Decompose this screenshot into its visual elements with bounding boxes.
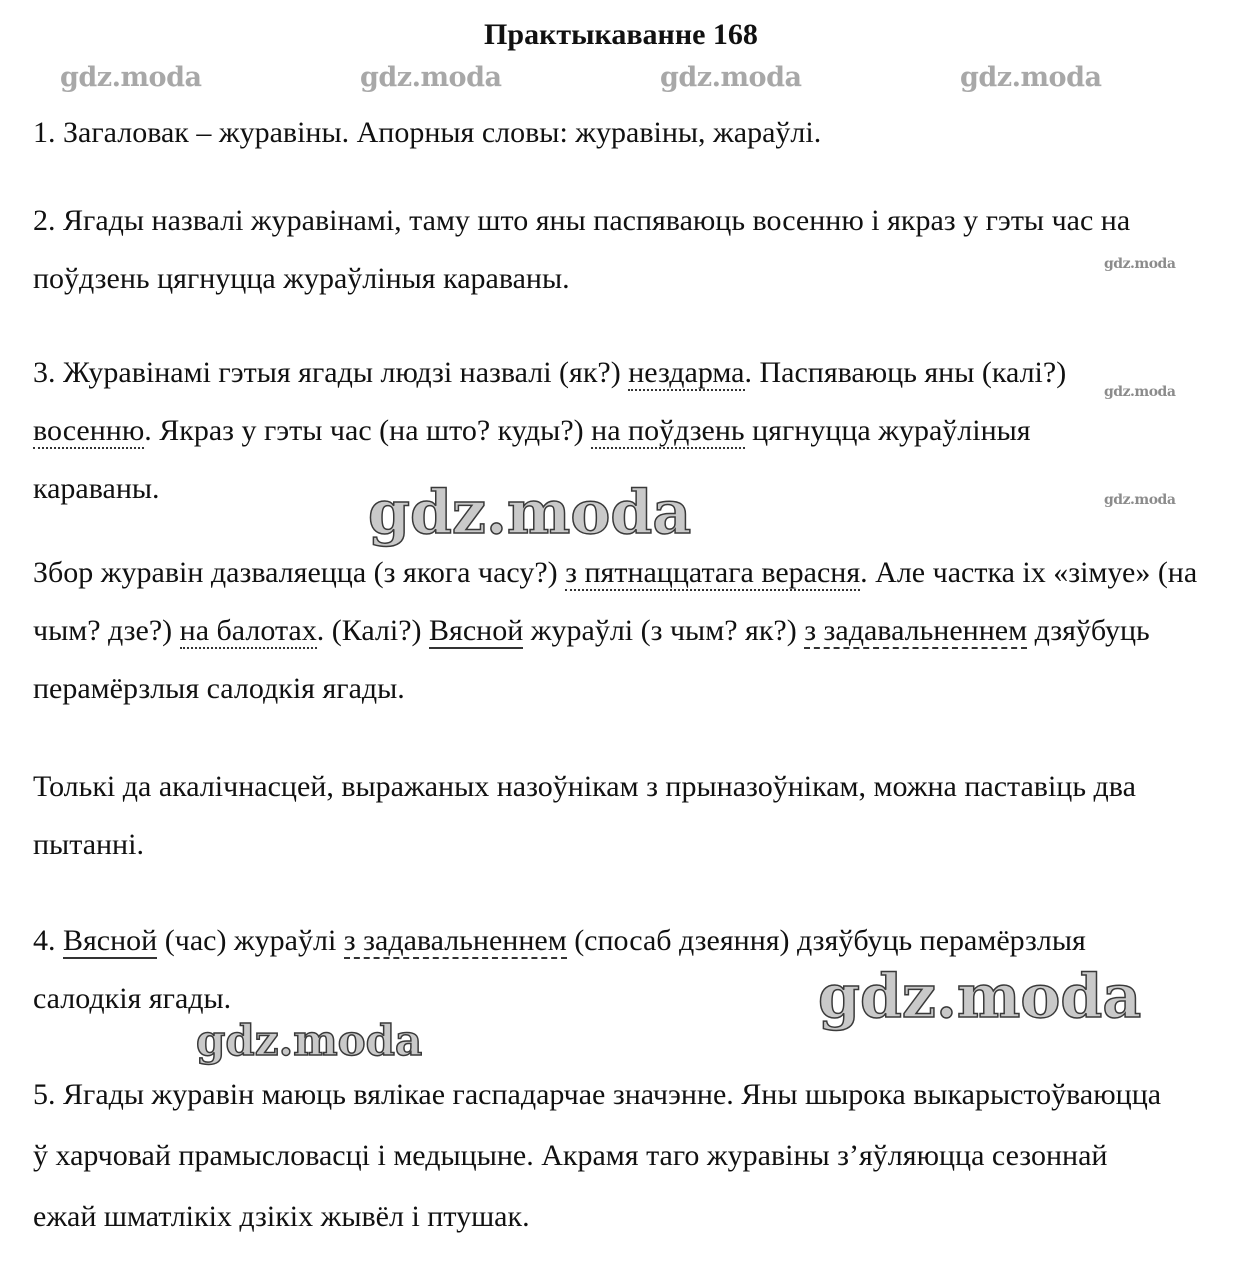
text: дзяўбуць перамёрзлыя салодкія ягады.	[33, 614, 1150, 705]
watermark: gdz.moda	[1104, 492, 1176, 508]
watermark: gdz.moda	[368, 478, 692, 548]
adverbial-underlined: на поўдзень	[591, 414, 745, 447]
text: 3. Журавінамі гэтыя ягады людзі назвалі (як?)	[33, 356, 629, 389]
adverbial-underlined: нездарма	[628, 356, 745, 389]
paragraph-5: Толькі да акалічнасцей, выражаных назоўнікам з прыназоўнікам, можна паставіць два пытанні.	[33, 770, 1136, 861]
watermark: gdz.moda	[60, 62, 202, 93]
watermark: gdz.moda	[196, 1016, 423, 1065]
watermark: gdz.moda	[818, 962, 1142, 1032]
page-title: Практыкаванне 168	[484, 18, 758, 51]
adverbial-underlined: з задавальненнем	[343, 924, 567, 957]
watermark: gdz.moda	[1104, 384, 1176, 400]
text: Збор журавін дазваляецца (з якога часу?)	[33, 556, 566, 589]
text: цягнуцца жураўліныя караваны.	[33, 414, 1031, 505]
text: . Але частка іх «зімуе» (на чым? дзе?)	[33, 556, 1198, 647]
text: 4.	[33, 924, 63, 957]
text: (час) жураўлі	[157, 924, 344, 957]
adverbial-underlined: з пятнаццатага верасня	[565, 556, 861, 589]
adverbial-underlined: Вясной	[63, 924, 158, 957]
watermark: gdz.moda	[660, 62, 802, 93]
text: . Паспяваюць яны (калі?)	[744, 356, 1067, 389]
adverbial-underlined: Вясной	[429, 614, 524, 647]
paragraph-7: 5. Ягады журавін маюць вялікае гаспадарчае значэнне. Яны шырока выкарыстоўваюцца ў харчовай прамысловасці і медыцыне. Акрамя таго журавіны з’яўляюцца сезоннай ежай шматлікіх дзікіх жывёл і птушак.	[33, 1078, 1162, 1233]
adverbial-underlined: з задавальненнем	[804, 614, 1028, 647]
adverbial-underlined: восенню	[33, 414, 145, 447]
watermark: gdz.moda	[360, 62, 502, 93]
paragraph-4	[33, 544, 1208, 718]
watermark: gdz.moda	[1104, 256, 1176, 272]
paragraph-1: 1. Загаловак – журавіны. Апорныя словы: журавіны, жараўлі.	[33, 116, 822, 149]
text: . Якраз у гэты час (на што? куды?)	[144, 414, 592, 447]
adverbial-underlined: на балотах	[179, 614, 317, 647]
paragraph-2: 2. Ягады назвалі журавінамі, таму што яны паспяваюць восенню і якраз у гэты час на поўдзень цягнуцца жураўліныя караваны.	[33, 204, 1131, 295]
text: (спосаб дзеяння) дзяўбуць перамёрзлыя салодкія ягады.	[33, 924, 1086, 1015]
watermark: gdz.moda	[960, 62, 1102, 93]
text: . (Калі?)	[316, 614, 430, 647]
text: жураўлі (з чым? як?)	[523, 614, 805, 647]
